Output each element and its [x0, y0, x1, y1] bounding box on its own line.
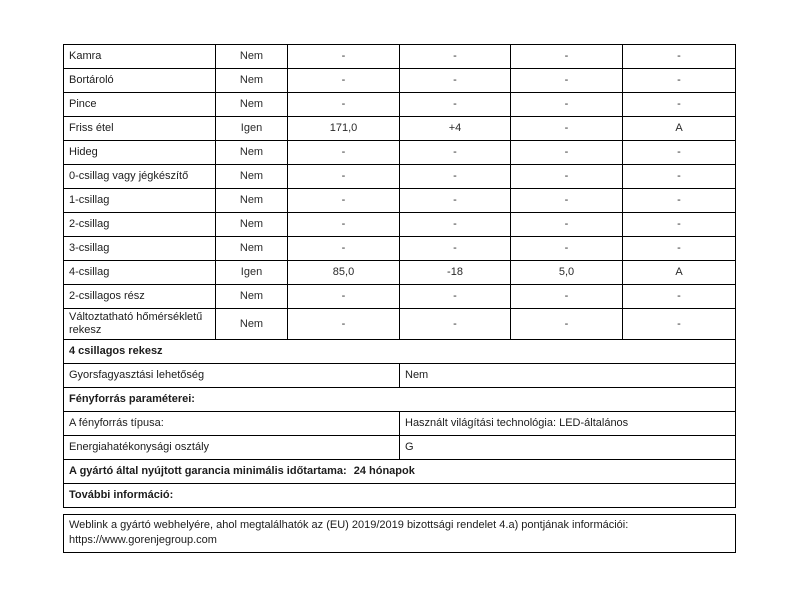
- energy-class-label: Energiahatékonysági osztály: [64, 436, 400, 460]
- compartment-row: [64, 45, 736, 69]
- compartment-value: -: [511, 165, 623, 189]
- compartment-value: Nem: [216, 309, 288, 340]
- energy-class-row: [64, 436, 736, 460]
- compartment-value: 85,0: [288, 261, 400, 285]
- compartment-value: 171,0: [288, 117, 400, 141]
- compartment-value: -: [623, 141, 736, 165]
- compartment-value: Nem: [216, 141, 288, 165]
- compartment-row: [64, 285, 736, 309]
- fast-freeze-row: [64, 364, 736, 388]
- compartment-row: [64, 165, 736, 189]
- compartment-label: 1-csillag: [64, 189, 216, 213]
- compartment-row: [64, 69, 736, 93]
- compartment-value: -: [288, 93, 400, 117]
- compartment-row: [64, 189, 736, 213]
- compartment-value: -: [288, 189, 400, 213]
- compartment-label: Bortároló: [64, 69, 216, 93]
- compartment-value: -: [400, 141, 511, 165]
- compartment-value: -: [511, 309, 623, 340]
- compartment-label: Változtatható hőmérsékletű rekesz: [64, 309, 216, 340]
- compartment-label: 2-csillagos rész: [64, 285, 216, 309]
- compartment-value: -: [511, 93, 623, 117]
- compartment-value: -: [623, 165, 736, 189]
- product-datasheet: [63, 44, 736, 553]
- compartment-value: Nem: [216, 189, 288, 213]
- compartment-value: -: [623, 309, 736, 340]
- compartment-value: -: [511, 237, 623, 261]
- compartment-label: Kamra: [64, 45, 216, 69]
- warranty-value: 24 hónapok: [353, 465, 415, 477]
- compartment-row: [64, 141, 736, 165]
- compartment-value: -: [400, 213, 511, 237]
- warranty-cell: [64, 460, 736, 484]
- section-header-light-source: Fényforrás paraméterei:: [64, 388, 736, 412]
- compartment-value: -18: [400, 261, 511, 285]
- compartment-row: [64, 117, 736, 141]
- compartment-value: 5,0: [511, 261, 623, 285]
- compartment-value: -: [623, 213, 736, 237]
- compartment-value: -: [511, 69, 623, 93]
- compartment-value: -: [511, 117, 623, 141]
- compartment-value: Nem: [216, 93, 288, 117]
- compartment-value: -: [288, 165, 400, 189]
- compartment-value: -: [623, 69, 736, 93]
- fast-freeze-label: Gyorsfagyasztási lehetőség: [64, 364, 400, 388]
- compartment-value: Nem: [216, 165, 288, 189]
- weblink-description: Weblink a gyártó webhelyére, ahol megtalálhatók az (EU) 2019/2019 bizottsági rendelet 4.a) pontjának információi:: [69, 519, 629, 531]
- light-source-type-value: Használt világítási technológia: LED-általános: [400, 412, 736, 436]
- compartment-row: [64, 261, 736, 285]
- compartment-row: [64, 213, 736, 237]
- compartment-value: -: [511, 45, 623, 69]
- compartment-value: -: [511, 189, 623, 213]
- compartment-value: -: [288, 45, 400, 69]
- weblink-box: [63, 514, 736, 553]
- compartment-value: -: [400, 309, 511, 340]
- compartment-label: Pince: [64, 93, 216, 117]
- compartment-value: -: [288, 285, 400, 309]
- manufacturer-weblink[interactable]: https://www.gorenjegroup.com: [69, 534, 217, 546]
- compartment-value: -: [400, 285, 511, 309]
- compartment-value: -: [623, 237, 736, 261]
- compartment-value: -: [400, 189, 511, 213]
- compartment-value: Igen: [216, 117, 288, 141]
- compartment-label: Friss étel: [64, 117, 216, 141]
- light-source-type-row: [64, 412, 736, 436]
- compartment-value: -: [288, 69, 400, 93]
- weblink-url-line: [69, 533, 729, 548]
- compartment-spec-table: [63, 44, 736, 508]
- compartment-label: 4-csillag: [64, 261, 216, 285]
- compartment-value: A: [623, 261, 736, 285]
- compartment-value: -: [623, 285, 736, 309]
- compartment-label: 0-csillag vagy jégkészítő: [64, 165, 216, 189]
- compartment-row: [64, 237, 736, 261]
- compartment-value: -: [400, 165, 511, 189]
- compartment-value: -: [623, 93, 736, 117]
- compartment-value: Igen: [216, 261, 288, 285]
- compartment-value: -: [623, 189, 736, 213]
- compartment-value: -: [400, 237, 511, 261]
- compartment-value: A: [623, 117, 736, 141]
- compartment-value: Nem: [216, 237, 288, 261]
- compartment-value: -: [400, 45, 511, 69]
- compartment-value: Nem: [216, 213, 288, 237]
- section-row-light-source-header: [64, 388, 736, 412]
- light-source-type-label: A fényforrás típusa:: [64, 412, 400, 436]
- section-header-4-star-compartment: 4 csillagos rekesz: [64, 340, 736, 364]
- energy-class-value: G: [400, 436, 736, 460]
- compartment-value: -: [511, 285, 623, 309]
- compartment-value: Nem: [216, 285, 288, 309]
- compartment-value: -: [511, 141, 623, 165]
- compartment-value: -: [400, 69, 511, 93]
- compartment-value: +4: [400, 117, 511, 141]
- fast-freeze-value: Nem: [400, 364, 736, 388]
- section-row-more-info-header: [64, 484, 736, 508]
- compartment-value: -: [623, 45, 736, 69]
- warranty-row: [64, 460, 736, 484]
- compartment-value: -: [288, 141, 400, 165]
- compartment-row: [64, 93, 736, 117]
- compartment-row: [64, 309, 736, 340]
- compartment-value: Nem: [216, 45, 288, 69]
- compartment-value: -: [288, 237, 400, 261]
- compartment-label: 2-csillag: [64, 213, 216, 237]
- compartment-value: -: [511, 213, 623, 237]
- compartment-label: Hideg: [64, 141, 216, 165]
- compartment-value: -: [288, 213, 400, 237]
- compartment-value: -: [400, 93, 511, 117]
- compartment-label: 3-csillag: [64, 237, 216, 261]
- warranty-label: A gyártó által nyújtott garancia minimális időtartama:: [69, 465, 347, 477]
- compartment-value: -: [288, 309, 400, 340]
- section-header-more-info: További információ:: [64, 484, 736, 508]
- section-row-4-star-header: [64, 340, 736, 364]
- compartment-value: Nem: [216, 69, 288, 93]
